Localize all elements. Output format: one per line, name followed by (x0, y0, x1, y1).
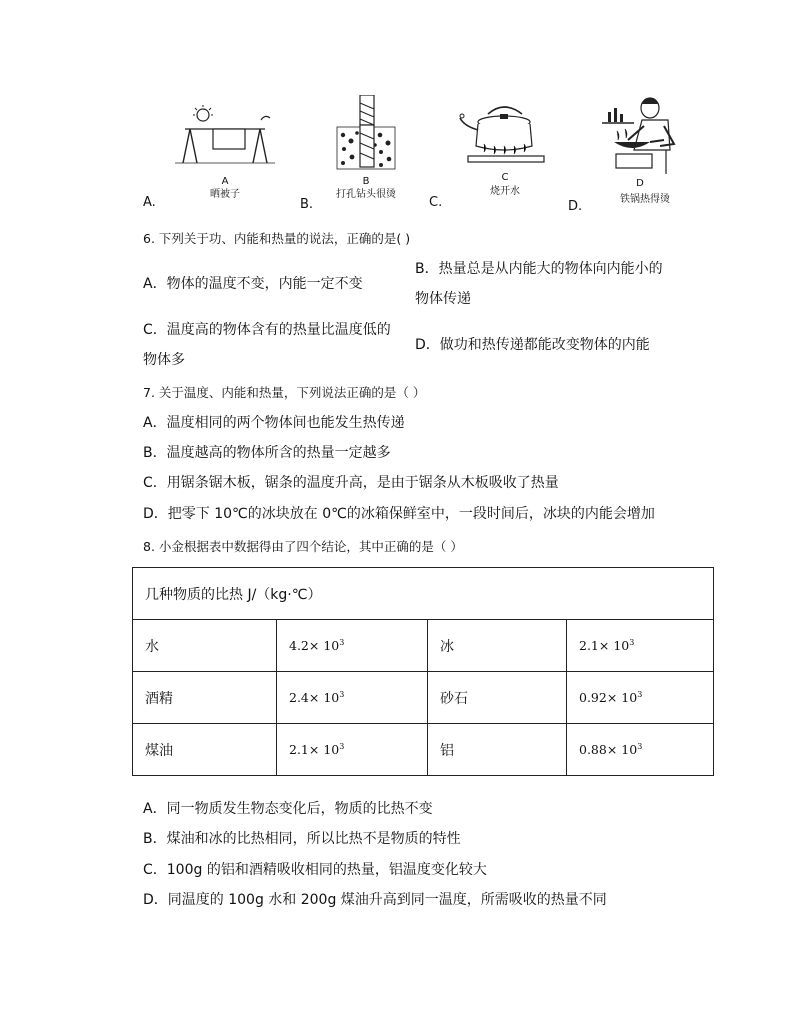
q6-option-b-line2: 物体传递 (415, 291, 471, 307)
q8-option-a: A．同一物质发生物态变化后，物质的比热不变 (143, 801, 433, 817)
specific-heat-value: $0.88\times 10^3$ (567, 724, 714, 776)
substance-name: 砂石 (428, 672, 567, 724)
specific-heat-value: $2.1\times 10^3$ (567, 620, 714, 672)
q7-stem: 7. 关于温度、内能和热量，下列说法正确的是（ ） (143, 385, 426, 400)
q6-option-c-line2: 物体多 (143, 352, 185, 368)
q6-stem: 6. 下列关于功、内能和热量的说法，正确的是( ) (143, 231, 411, 246)
sun-drying-icon (175, 105, 275, 167)
q5-a-label-top: A (221, 176, 229, 187)
q7-option-d: D．把零下 10℃的冰块放在 0℃的冰箱保鲜室中，一段时间后，冰块的内能会增加 (143, 506, 655, 522)
specific-heat-table (132, 567, 714, 776)
table-row (133, 620, 714, 672)
q6-option-c-line1: C．温度高的物体含有的热量比温度低的 (143, 322, 391, 338)
q7-option-b: B．温度越高的物体所含的热量一定越多 (143, 445, 391, 461)
table-row (133, 672, 714, 724)
specific-heat-value: $2.1\times 10^3$ (277, 724, 428, 776)
substance-name: 冰 (428, 620, 567, 672)
table-row (133, 724, 714, 776)
q5-c-caption: 烧开水 (490, 186, 520, 197)
q5-d-caption: 铁锅热得烫 (620, 194, 670, 205)
kettle-icon (458, 100, 552, 166)
q7-option-c: C．用锯条锯木板，锯条的温度升高，是由于锯条从木板吸收了热量 (143, 475, 559, 491)
q6-option-a: A．物体的温度不变，内能一定不变 (143, 276, 363, 292)
q7-option-a: A．温度相同的两个物体间也能发生热传递 (143, 415, 405, 431)
substance-name: 酒精 (133, 672, 277, 724)
substance-name: 铝 (428, 724, 567, 776)
q5-d-label-top: D (636, 178, 644, 189)
q6-option-b-line1: B．热量总是从内能大的物体向内能小的 (415, 261, 663, 277)
drill-icon (335, 95, 397, 173)
specific-heat-value: $2.4\times 10^3$ (277, 672, 428, 724)
table-header-row (133, 568, 714, 620)
q5-b-caption: 打孔钻头很烫 (336, 189, 396, 200)
q8-option-d: D．同温度的 100g 水和 200g 煤油升高到同一温度，所需吸收的热量不同 (143, 892, 607, 908)
q5-c-letter: C. (429, 195, 443, 210)
table-title: 几种物质的比热 J/（kg·℃） (133, 568, 714, 620)
q8-stem: 8. 小金根据表中数据得由了四个结论，其中正确的是（ ） (143, 539, 463, 554)
q5-a-letter: A. (143, 195, 156, 210)
specific-heat-value: $0.92\times 10^3$ (567, 672, 714, 724)
cook-icon (600, 96, 688, 176)
q8-option-c: C．100g 的铝和酒精吸收相同的热量，铝温度变化较大 (143, 862, 487, 878)
q5-b-letter: B. (300, 197, 314, 212)
q5-d-letter: D. (568, 199, 583, 214)
q5-c-label-top: C (501, 172, 509, 183)
substance-name: 煤油 (133, 724, 277, 776)
substance-name: 水 (133, 620, 277, 672)
specific-heat-value: $4.2\times 10^3$ (277, 620, 428, 672)
q8-option-b: B．煤油和冰的比热相同，所以比热不是物质的特性 (143, 831, 461, 847)
q6-option-d: D．做功和热传递都能改变物体的内能 (415, 337, 650, 353)
q5-a-caption: 晒被子 (210, 189, 240, 200)
q5-b-label-top: B (362, 176, 370, 187)
